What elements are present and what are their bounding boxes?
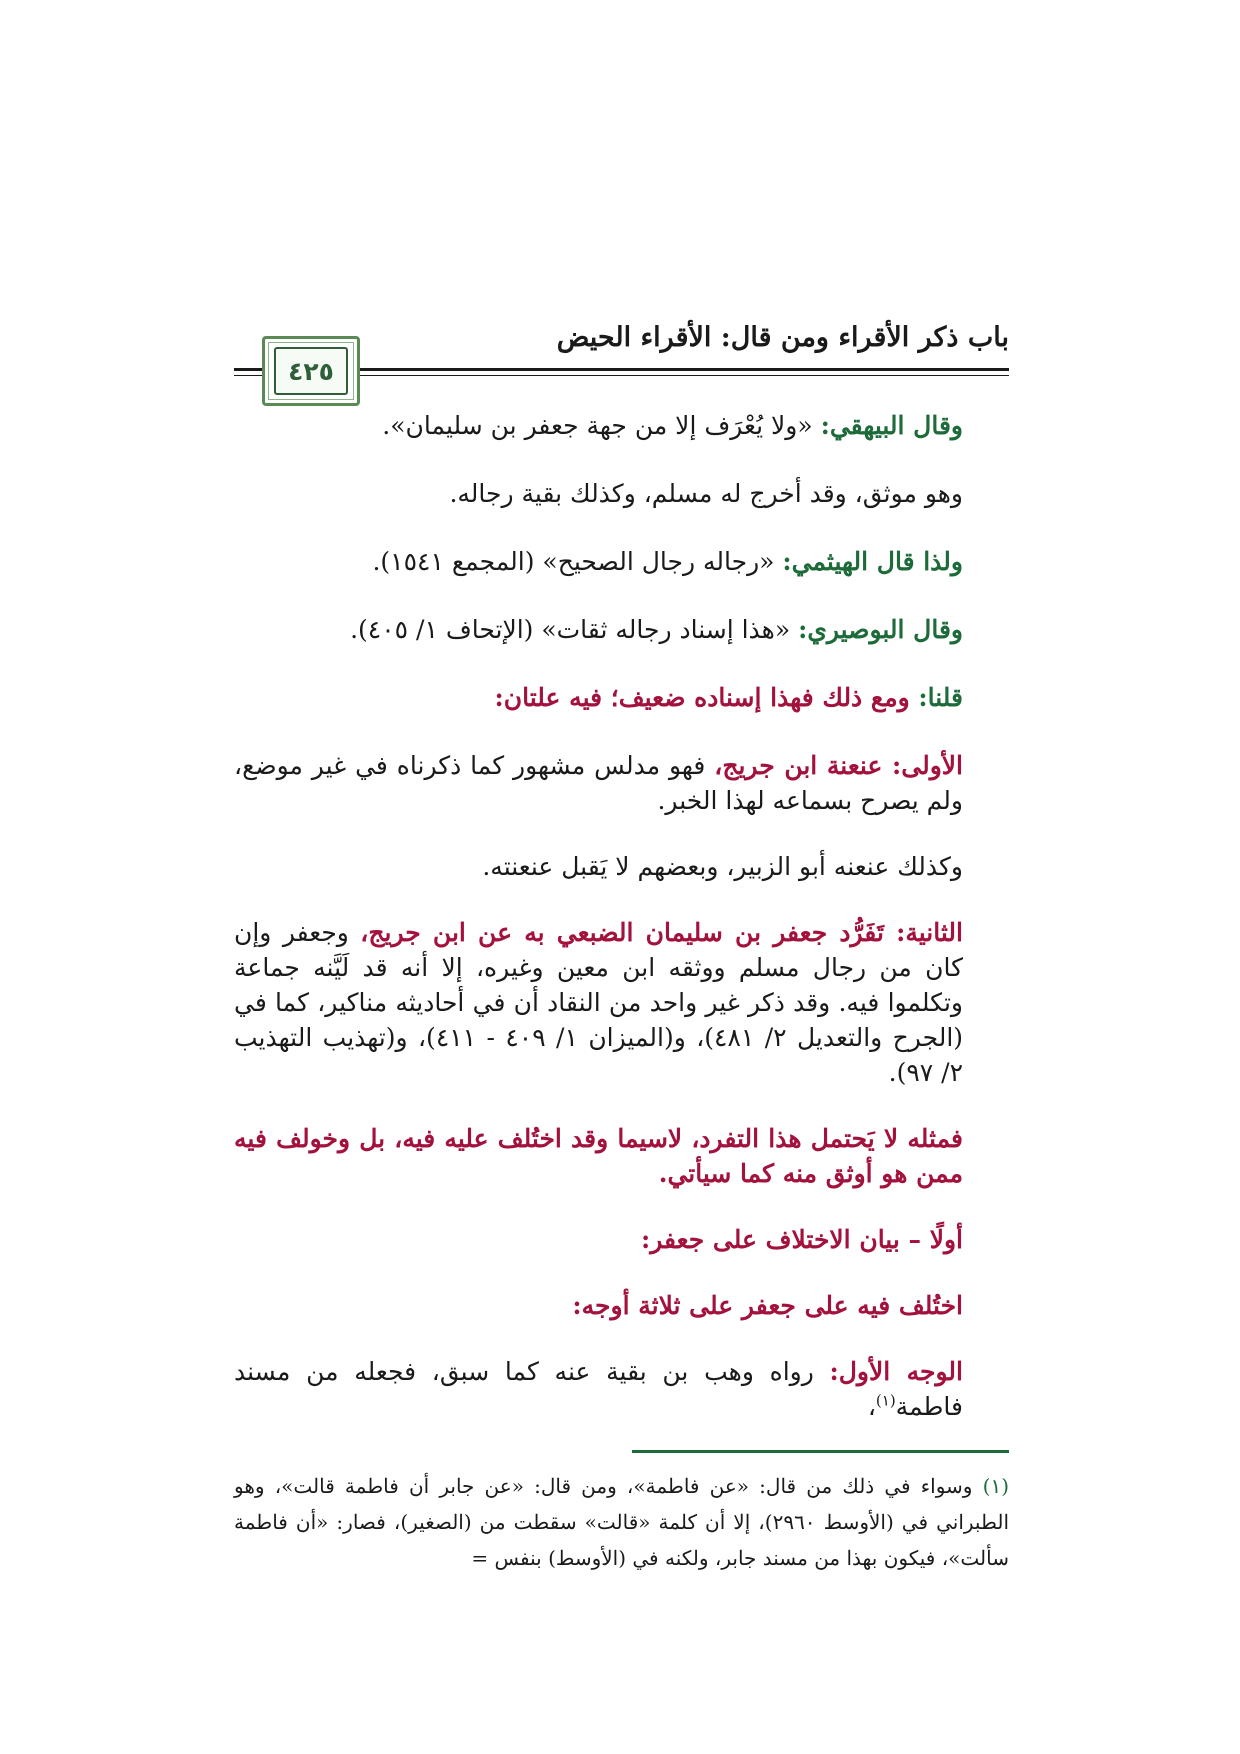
paragraph-text: وهو موثق، وقد أخرج له مسلم، وكذلك بقية رجاله. — [449, 479, 963, 508]
page-number: ٤٢٥ — [288, 356, 334, 386]
speaker-label: وقال البوصيري: — [798, 615, 963, 644]
speaker-label: وقال البيهقي: — [820, 411, 963, 440]
subheading-text: أولًا – بيان الاختلاف على جعفر: — [640, 1225, 963, 1254]
highlight-text: تَفَرُّد جعفر بن سليمان الضبعي به عن ابن جريج، — [360, 918, 897, 947]
section-label: الأولى: — [892, 751, 963, 780]
paragraph — [234, 612, 1009, 647]
highlight-text: فمثله لا يَحتمل هذا التفرد، لاسيما وقد اختُلف عليه فيه، بل وخولف فيه ممن هو أوثق منه كما سيأتي. — [234, 1124, 963, 1188]
footnote-separator — [632, 1450, 1009, 1453]
paragraph — [234, 915, 1009, 1090]
paragraph — [234, 476, 1009, 511]
paragraph-text: وجعفر وإن كان من رجال مسلم ووثقه ابن معين وغيره، إلا أنه قد لَيَّنه جماعة وتكلموا فيه. وقد ذكر غير واحد من النقاد أن في أحاديثه مناكير، كما في (الجرح والتعديل ٢/ ٤٨١)، و(الميزان ١/ ٤٠٩ - ٤١١)، و(تهذيب التهذيب ٢/ ٩٧). — [234, 918, 964, 1087]
paragraph — [234, 1354, 1009, 1424]
subheading-text: اختُلف فيه على جعفر على ثلاثة أوجه: — [572, 1291, 963, 1320]
ornamental-frame-icon — [274, 347, 348, 395]
section-label: الثانية: — [896, 918, 963, 947]
paragraph — [234, 680, 1009, 715]
section-label: الوجه الأول: — [829, 1357, 963, 1386]
footnote-ref[interactable]: (١) — [875, 1391, 896, 1410]
subheading — [234, 1288, 1009, 1323]
paragraph — [234, 408, 1009, 443]
highlight-text: ومع ذلك فهذا إسناده ضعيف؛ فيه علتان: — [494, 683, 919, 712]
speaker-label: قلنا: — [918, 683, 963, 712]
speaker-label: ولذا قال الهيثمي: — [782, 547, 963, 576]
main-text — [234, 408, 1009, 1424]
paragraph-text: وكذلك عنعنه أبو الزبير، وبعضهم لا يَقبل عنعنته. — [482, 852, 963, 881]
paragraph — [234, 849, 1009, 884]
paragraph-text: «ولا يُعْرَف إلا من جهة جعفر بن سليمان». — [382, 411, 821, 440]
page-number-badge — [262, 336, 360, 406]
paragraph-text: «رجاله رجال الصحيح» (المجمع ١٥٤١). — [372, 547, 783, 576]
subheading — [234, 1222, 1009, 1257]
paragraph-text: رواه وهب بن بقية عنه كما سبق، فجعله من مسند فاطمة — [234, 1357, 963, 1421]
highlight-text: عنعنة ابن جريج، — [714, 751, 893, 780]
paragraph-text: فهو مدلس مشهور كما ذكرناه في غير موضع، ولم يصرح بسماعه لهذا الخبر. — [234, 751, 963, 815]
paragraph — [234, 544, 1009, 579]
paragraph — [234, 1121, 1009, 1191]
running-header — [234, 318, 1009, 390]
footnote-number: (١) — [982, 1474, 1009, 1498]
footnote — [234, 1468, 1009, 1576]
footnote-text: وسواء في ذلك من قال: «عن فاطمة»، ومن قال: «عن جابر أن فاطمة قالت»، وهو الطبراني في (الأوسط ٢٩٦٠)، إلا أن كلمة «قالت» سقطت من (الصغير)، فصار: «أن فاطمة سألت»، فيكون بهذا من مسند جابر، ولكنه في (الأوسط) بنفس = — [234, 1474, 1009, 1570]
paragraph — [234, 748, 1009, 818]
paragraph-text: ، — [867, 1392, 876, 1421]
chapter-title: باب ذكر الأقراء ومن قال: الأقراء الحيض — [556, 322, 1009, 353]
paragraph-text: «هذا إسناد رجاله ثقات» (الإتحاف ١/ ٤٠٥). — [350, 615, 799, 644]
